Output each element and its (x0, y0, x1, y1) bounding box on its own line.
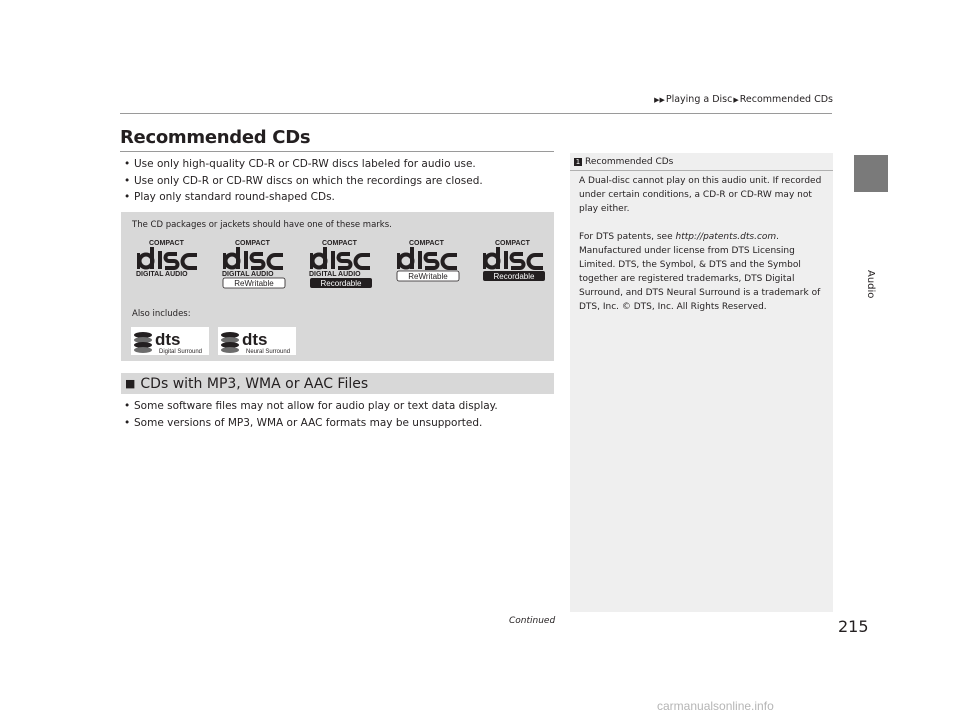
arrow-icon: ▶ (733, 95, 739, 104)
recordable-badge: Recordable (320, 279, 362, 288)
bullet-list (124, 398, 498, 431)
recordable-badge: Recordable (493, 272, 535, 281)
bullet-icon: • (124, 174, 131, 187)
compact-disc-rewritable-logo (393, 238, 463, 290)
dts-digital-surround-logo (131, 327, 209, 355)
svg-text:COMPACT: COMPACT (409, 240, 444, 247)
side-note-title: Recommended CDs (585, 157, 674, 167)
watermark: carmanualsonline.info (657, 699, 774, 713)
breadcrumb-item[interactable]: Playing a Disc (665, 94, 733, 105)
rewritable-badge: ReWritable (234, 279, 274, 288)
list-item: • Some versions of MP3, WMA or AAC formats may be unsupported. (124, 415, 498, 432)
bullet-icon: • (124, 158, 131, 170)
compact-disc-rewritable-logo (219, 238, 289, 290)
breadcrumb (654, 94, 833, 105)
dts-name: dts (155, 330, 181, 349)
side-note-paragraph: A Dual-disc cannot play on this audio unit. If recorded under certain conditions, a CD-R or CD-RW may not play either. (579, 176, 822, 214)
compact-disc-digital-audio-logo (133, 238, 203, 290)
dts-name: dts (242, 330, 268, 349)
also-includes-label: Also includes: (132, 309, 191, 319)
page-number: 215 (838, 617, 869, 636)
double-arrow-icon: ▶▶ (654, 95, 665, 104)
note-number-icon: 1 (575, 158, 581, 166)
dts-sub: Neural Surround (246, 349, 291, 355)
logo-top-text: COMPACT (149, 240, 184, 247)
compact-disc-recordable-logo (479, 238, 549, 290)
list-item: • Use only high-quality CD-R or CD-RW discs labeled for audio use. (124, 156, 483, 173)
logo-bottom-text: DIGITAL AUDIO (136, 271, 188, 278)
marks-caption: The CD packages or jackets should have one of these marks. (132, 220, 392, 230)
side-note-paragraph: For DTS patents, see http://patents.dts.com. Manufactured under license from DTS Licensing Limited. DTS, the Symbol, & DTS and the Symbol together are registered trademarks, DTS Digital Surround, and DTS Neural Surround is a trademark of DTS, Inc. © DTS, Inc. All Rights Reserved. (579, 232, 821, 312)
svg-text:COMPACT: COMPACT (495, 240, 530, 247)
bullet-icon: • (124, 416, 131, 429)
svg-text:COMPACT: COMPACT (235, 240, 270, 247)
svg-text:DIGITAL AUDIO: DIGITAL AUDIO (222, 271, 274, 278)
square-icon: ■ (125, 377, 136, 390)
bullet-list (124, 156, 483, 206)
dts-neural-surround-logo (218, 327, 296, 355)
section-heading (121, 373, 554, 394)
side-note-heading (574, 157, 673, 167)
section-tab-label: Audio (865, 270, 876, 299)
compact-disc-recordable-logo (306, 238, 376, 290)
continued-label: Continued (509, 616, 556, 626)
header-rule (120, 113, 832, 114)
list-item: • Play only standard round-shaped CDs. (124, 189, 483, 206)
section-heading-text: CDs with MP3, WMA or AAC Files (140, 375, 369, 392)
side-note-body (579, 174, 829, 328)
patents-link[interactable]: http://patents.dts.com (675, 232, 777, 242)
side-note-rule (570, 170, 833, 171)
page-title: Recommended CDs (120, 127, 311, 148)
list-item: • Use only CD-R or CD-RW discs on which the recordings are closed. (124, 173, 483, 190)
svg-text:DIGITAL AUDIO: DIGITAL AUDIO (309, 271, 361, 278)
dts-sub: Digital Surround (159, 349, 203, 355)
bullet-icon: • (124, 191, 131, 203)
rewritable-badge: ReWritable (408, 272, 448, 281)
title-rule (120, 151, 554, 152)
bullet-icon: • (124, 400, 131, 412)
list-item: • Some software files may not allow for audio play or text data display. (124, 398, 498, 415)
svg-text:COMPACT: COMPACT (322, 240, 357, 247)
breadcrumb-item[interactable]: Recommended CDs (739, 94, 833, 105)
section-tab-marker (854, 155, 888, 192)
